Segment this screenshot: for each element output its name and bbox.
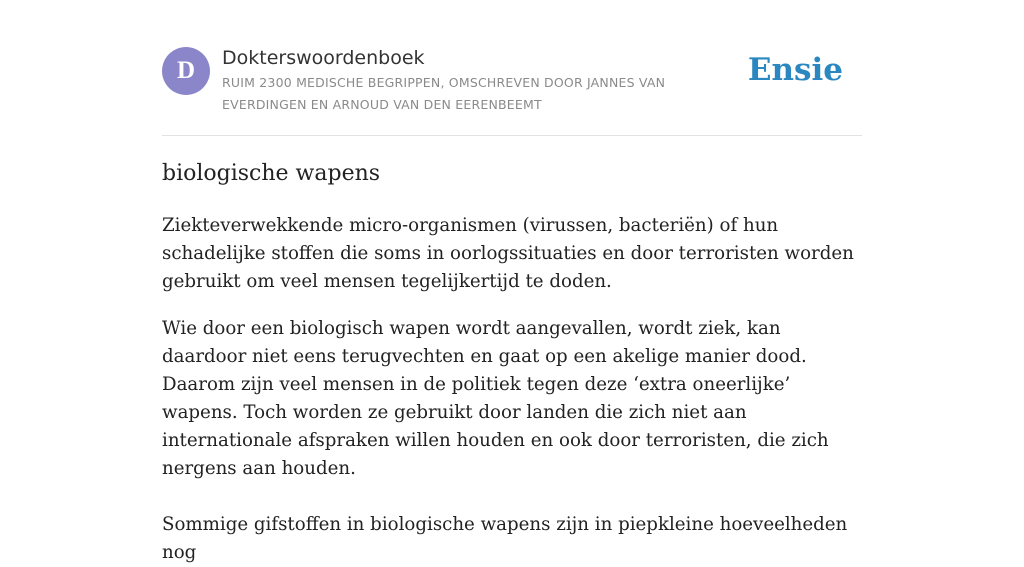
entry-title: biologische wapens <box>162 161 381 186</box>
ensie-logo[interactable]: Ensie <box>747 52 843 88</box>
dictionary-header <box>162 46 862 136</box>
dictionary-title[interactable]: Dokterswoordenboek <box>222 47 425 69</box>
dictionary-subtitle: RUIM 2300 MEDISCHE BEGRIPPEN, OMSCHREVEN DOOR JANNES VAN EVERDINGEN EN ARNOUD VAN DEN EERENBEEMT <box>222 75 666 112</box>
entry-content <box>162 156 862 567</box>
entry-paragraph-explanation: Wie door een biologisch wapen wordt aangevallen, wordt ziek, kan daardoor niet eens terugvechten en gaat op een akelige manier dood. Daarom zijn veel mensen in de politiek tegen deze ‘extra oneerlijke’ wapens. Toch worden ze gebruikt door landen die zich niet aan internationale afspraken willen houden en ook door terroristen, die zich nergens aan houden. <box>162 318 829 479</box>
entry-paragraph-continued: Sommige gifstoffen in biologische wapens zijn in piepkleine hoeveelheden nog <box>162 514 848 563</box>
dictionary-avatar[interactable]: D <box>162 47 210 95</box>
header-divider <box>162 135 862 136</box>
entry-paragraph-definition: Ziekteverwekkende micro-organismen (virussen, bacteriën) of hun schadelijke stoffen die soms in oorlogssituaties en door terroristen worden gebruikt om veel mensen tegelijkertijd te doden. <box>162 215 854 292</box>
